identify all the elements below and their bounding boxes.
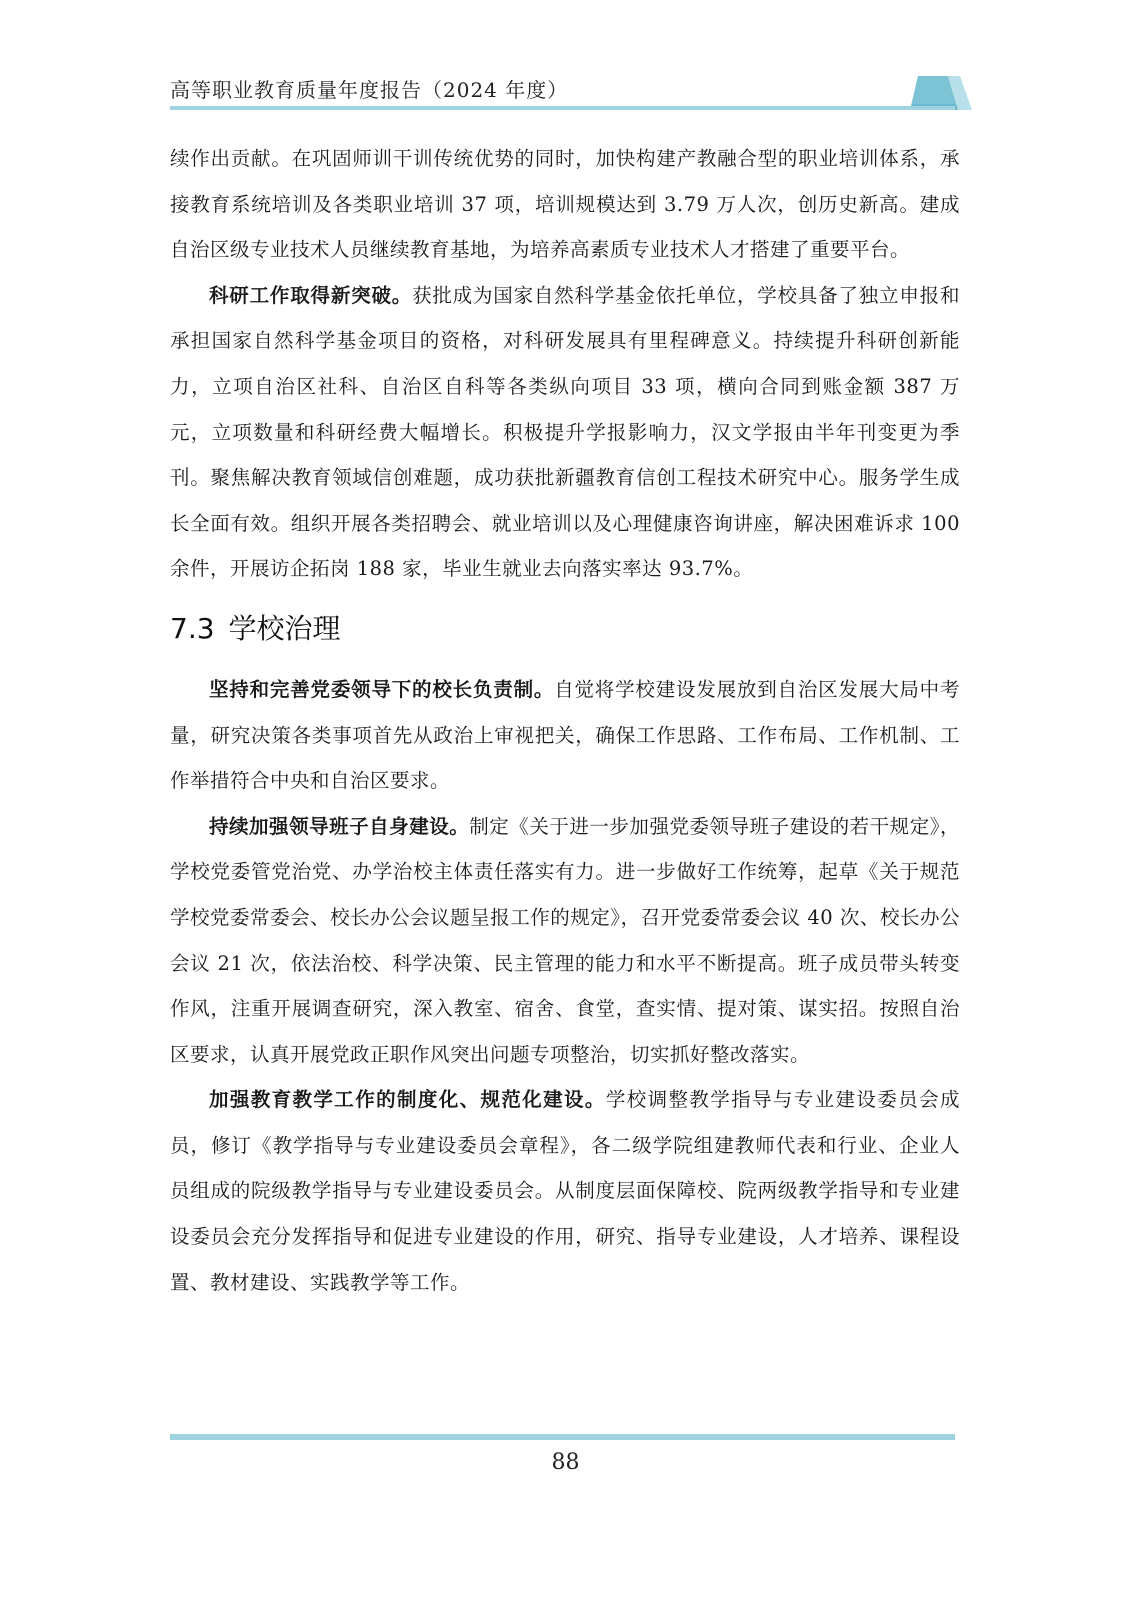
page-body — [170, 136, 960, 1305]
section-title: 学校治理 — [228, 611, 341, 645]
header-decoration — [910, 70, 980, 110]
paragraph-text: 自觉将学校建设发展放到自治区发展大局中考量，研究决策各类事项首先从政治上审视把关，确保工作思路、工作布局、工作机制、工作举措符合中央和自治区要求。 — [170, 677, 960, 793]
page-header — [170, 70, 970, 110]
paragraph-lead: 加强教育教学工作的制度化、规范化建设。 — [209, 1088, 606, 1112]
page-number: 88 — [551, 1450, 580, 1475]
paragraph-training — [170, 136, 960, 273]
paragraph-lead: 科研工作取得新突破。 — [209, 283, 413, 307]
paragraph-research — [170, 273, 960, 592]
paragraph-text: 获批成为国家自然科学基金依托单位，学校具备了独立申报和承担国家自然科学基金项目的资格，对科研发展具有里程碑意义。持续提升科研创新能力，立项自治区社科、自治区自科等各类纵向项目 33 项，横向合同到账金额 387 万元，立项数量和科研经费大幅增长。积极提升学报影响力，汉文学报由半年刊变更为季刊。聚焦解决教育领域信创难题，成功获批新疆教育信创工程技术研究中心。服务学生成长全面有效。组织开展各类招聘会、就业培训以及心理健康咨询讲座，解决困难诉求 100 余件，开展访企拓岗 188 家，毕业生就业去向落实率达 93.7%。 — [170, 283, 960, 581]
footer-rule — [170, 1434, 955, 1440]
report-title: 高等职业教育质量年度报告（2024 年度） — [170, 78, 569, 102]
paragraph-leadership-system — [170, 667, 960, 804]
paragraph-text: 学校调整教学指导与专业建设委员会成员，修订《教学指导与专业建设委员会章程》，各二级学院组建教师代表和行业、企业人员组成的院级教学指导与专业建设委员会。从制度层面保障校、院两级教学指导和专业建设委员会充分发挥指导和促进专业建设的作用，研究、指导专业建设，人才培养、课程设置、教材建设、实践教学等工作。 — [170, 1088, 960, 1294]
paragraph-lead: 坚持和完善党委领导下的校长负责制。 — [209, 677, 555, 701]
paragraph-text: 制定《关于进一步加强党委领导班子建设的若干规定》，学校党委管党治党、办学治校主体责任落实有力。进一步做好工作统筹，起草《关于规范学校党委常委会、校长办公会议题呈报工作的规定》，召开党委常委会议 40 次、校长办公会议 21 次，依法治校、科学决策、民主管理的能力和水平不断提高。班子成员带头转变作风，注重开展调查研究，深入教室、宿舍、食堂，查实情、提对策、谋实招。按照自治区要求，认真开展党政正职作风突出问题专项整治，切实抓好整改落实。 — [170, 814, 960, 1066]
paragraph-teaching-system — [170, 1077, 960, 1305]
section-number: 7.3 — [170, 611, 215, 645]
section-heading — [170, 592, 960, 667]
paragraph-leadership-team — [170, 804, 960, 1078]
header-rule — [170, 106, 955, 110]
paragraph-lead: 持续加强领导班子自身建设。 — [209, 814, 470, 838]
paragraph-text: 续作出贡献。在巩固师训干训传统优势的同时，加快构建产教融合型的职业培训体系，承接教育系统培训及各类职业培训 37 项，培训规模达到 3.79 万人次，创历史新高。建成自治区级专业技术人员继续教育基地，为培养高素质专业技术人才搭建了重要平台。 — [170, 147, 960, 262]
